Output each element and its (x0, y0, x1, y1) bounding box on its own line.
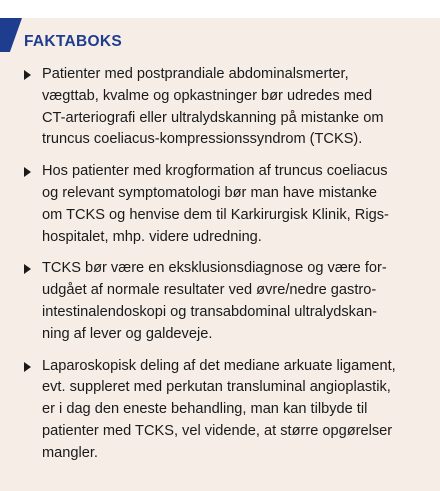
list-item-line: er i dag den eneste behandling, man kan tilbyde til (42, 401, 368, 418)
factbox-list (24, 64, 424, 475)
list-item-line: udgået af normale resultater ved øvre/nedre gastro- (42, 282, 377, 299)
triangle-bullet-icon (24, 264, 31, 274)
list-item-line: om TCKS og henvise dem til Karkirurgisk Klinik, Rigs- (42, 206, 389, 223)
list-item-line: patienter med TCKS, vel vidende, at større opgørelser (42, 422, 393, 439)
list-item-line: og relevant symptomatologi bør man have mistanke (42, 184, 378, 201)
factbox-accent-mark (0, 18, 22, 52)
triangle-bullet-icon (24, 362, 31, 372)
triangle-bullet-icon (24, 70, 31, 80)
factbox-title: FAKTABOKS (24, 33, 122, 50)
list-item-line: truncus coeliacus-kompressionssyndrom (TCKS). (42, 131, 363, 148)
list-item-line: intestinalendoskopi og transabdominal ultralydskan- (42, 303, 378, 320)
list-item-line: vægttab, kvalme og opkastninger bør udredes med (42, 87, 373, 104)
list-item-line: hospitalet, mhp. videre udredning. (42, 228, 262, 245)
list-item (24, 356, 424, 465)
factbox (0, 18, 440, 491)
list-item-line: evt. suppleret med perkutan transluminal angioplastik, (42, 379, 391, 396)
list-item-line: Laparoskopisk deling af det mediane arkuate ligament, (42, 357, 396, 374)
list-item-line: Patienter med postprandiale abdominalsmerter, (42, 66, 349, 82)
list-item-line: Hos patienter med krogformation af truncus coeliacus (42, 163, 388, 180)
list-item-line: TCKS bør være en eksklusionsdiagnose og være for- (42, 260, 387, 277)
list-item (24, 258, 424, 345)
list-item (24, 64, 424, 151)
list-item (24, 161, 424, 248)
list-item-line: mangler. (42, 444, 98, 461)
list-item-line: ning af lever og galdeveje. (42, 325, 213, 342)
triangle-bullet-icon (24, 167, 31, 177)
list-item-line: CT-arteriografi eller ultralydskanning på mistanke om (42, 109, 384, 126)
